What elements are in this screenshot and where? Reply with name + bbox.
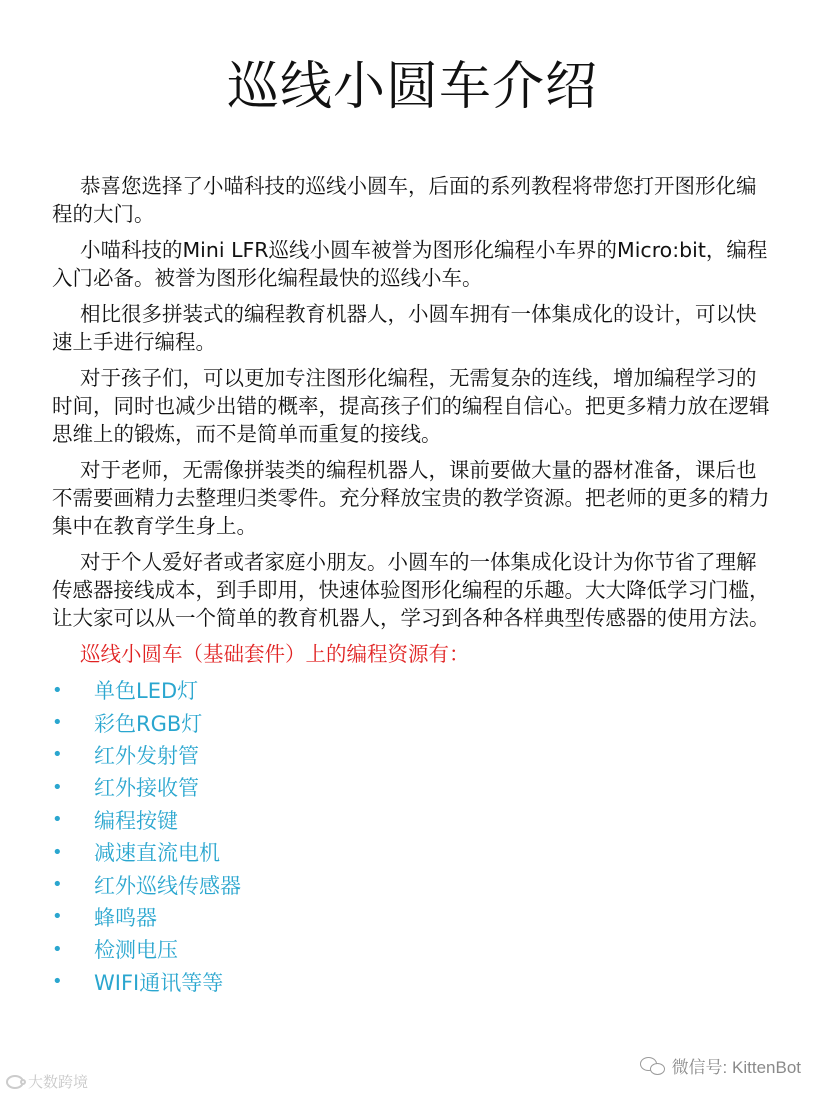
list-item [52,901,772,933]
list-item [52,933,772,965]
resource-label: 彩色RGB灯 [94,711,203,736]
resource-label: 蜂鸣器 [94,905,157,930]
bullet-icon: • [52,971,63,993]
resources-heading: 巡线小圆车（基础套件）上的编程资源有： [80,642,470,666]
paragraph-mini-lfr: 小喵科技的Mini LFR巡线小圆车被誉为图形化编程小车界的Micro:bit，编程入门必备。被誉为图形化编程最快的巡线小车。 [52,238,768,290]
watermark-label: 大数跨境 [28,1073,89,1091]
resource-label: 单色LED灯 [94,679,199,704]
list-item [52,868,772,900]
wechat-icon [640,1056,666,1076]
list-item [52,771,772,803]
document-body [52,172,772,998]
bullet-icon: • [52,874,63,896]
bullet-icon: • [52,841,63,863]
paragraph-intro: 恭喜您选择了小喵科技的巡线小圆车，后面的系列教程将带您打开图形化编程的大门。 [52,174,757,226]
resources-list [52,674,772,998]
bullet-icon: • [52,906,63,928]
bullet-icon: • [52,776,63,798]
bullet-icon: • [52,809,63,831]
paragraph-for-kids: 对于孩子们，可以更加专注图形化编程，无需复杂的连线，增加编程学习的时间，同时也减少出错的概率，提高孩子们的编程自信心。把更多精力放在逻辑思维上的锻炼，而不是简单而重复的接线。 [52,366,770,446]
watermark-logo-icon [6,1075,24,1089]
bullet-icon: • [52,712,63,734]
list-item [52,836,772,868]
resource-label: 减速直流电机 [94,841,220,866]
bullet-icon: • [52,744,63,766]
paragraph-for-hobbyists: 对于个人爱好者或者家庭小朋友。小圆车的一体集成化设计为你节省了理解传感器接线成本，到手即用，快速体验图形化编程的乐趣。大大降低学习门槛，让大家可以从一个简单的教育机器人，学习到各种各样典型传感器的使用方法。 [52,550,770,630]
resource-label: 检测电压 [94,938,178,963]
wechat-id-footer [640,1053,801,1078]
list-item [52,674,772,706]
list-item [52,706,772,738]
paragraph-integrated-design: 相比很多拼装式的编程教育机器人，小圆车拥有一体集成化的设计，可以快速上手进行编程。 [52,302,757,354]
resource-label: WIFI通讯等等 [94,970,224,995]
resource-label: 编程按键 [94,808,178,833]
source-watermark [6,1071,88,1092]
list-item [52,966,772,998]
paragraph-for-teachers: 对于老师，无需像拼装类的编程机器人，课前要做大量的器材准备，课后也不需要画精力去整理归类零件。充分释放宝贵的教学资源。把老师的更多的精力集中在教育学生身上。 [52,458,770,538]
resource-label: 红外巡线传感器 [94,873,241,898]
resource-label: 红外发射管 [94,743,199,768]
list-item [52,804,772,836]
bullet-icon: • [52,938,63,960]
list-item [52,739,772,771]
resource-label: 红外接收管 [94,776,199,801]
page-title: 巡线小圆车介绍 [226,57,598,117]
wechat-id-label: 微信号: KittenBot [671,1058,801,1077]
bullet-icon: • [52,679,63,701]
